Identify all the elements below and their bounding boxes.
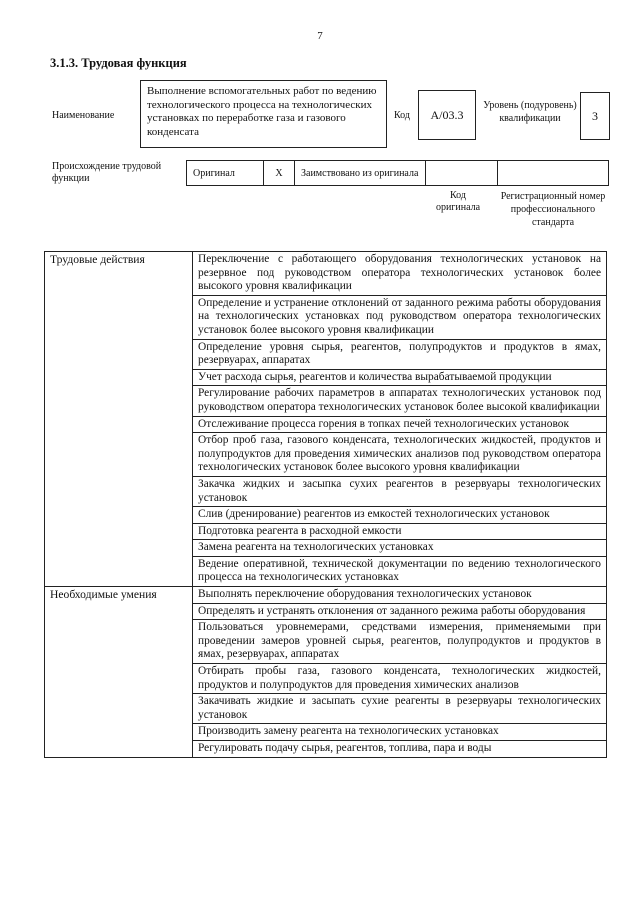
borrowed-label-cell: Заимствовано из оригинала	[295, 161, 426, 186]
item-cell: Регулирование рабочих параметров в аппаратах технологических установок под руководством оператора технологических установок более высокой квалификации	[193, 386, 607, 416]
item-cell: Подготовка реагента в расходной емкости	[193, 523, 607, 540]
item-cell: Производить замену реагента на технологических установках	[193, 724, 607, 741]
function-name-box: Выполнение вспомогательных работ по ведению технологического процесса на технологических установках по переработке газа и газового конденсата	[140, 80, 387, 148]
qualification-level-box: 3	[580, 92, 610, 140]
category-cell: Необходимые умения	[45, 587, 193, 758]
table-row	[45, 587, 607, 604]
code-label: Код	[394, 110, 410, 121]
item-cell: Определять и устранять отклонения от заданного режима работы оборудования	[193, 603, 607, 620]
item-cell: Пользоваться уровнемерами, средствами измерения, применяемыми при проведении замеров уровней сырья, реагентов, полупродуктов и продуктов в ямах, резервуарах, аппаратах	[193, 620, 607, 664]
item-cell: Слив (дренирование) реагентов из емкостей технологических установок	[193, 507, 607, 524]
item-cell: Закачка жидких и засыпка сухих реагентов в резервуары технологических установок	[193, 476, 607, 506]
qualification-level-label: Уровень (подуровень) квалификации	[483, 100, 577, 124]
item-cell: Замена реагента на технологических установках	[193, 540, 607, 557]
code-value-box: А/03.3	[418, 90, 476, 140]
page-number: 7	[317, 30, 323, 42]
original-mark-cell: X	[264, 161, 295, 186]
registration-number-label: Регистрационный номер профессионального стандарта	[500, 191, 606, 228]
origin-table	[186, 160, 609, 186]
item-cell: Отбирать пробы газа, газового конденсата, технологических жидкостей, продуктов и полупродуктов для проведения химических анализов	[193, 664, 607, 694]
origin-label: Происхождение трудовой функции	[52, 161, 162, 184]
item-cell: Отслеживание процесса горения в топках печей технологических установок	[193, 416, 607, 433]
item-cell: Регулировать подачу сырья, реагентов, топлива, пара и воды	[193, 741, 607, 758]
item-cell: Отбор проб газа, газового конденсата, технологических жидкостей, продуктов и полупродуктов для проведения химических анализов под руководством оператора технологических установок более высокого уровня квалификации	[193, 433, 607, 477]
category-cell: Трудовые действия	[45, 252, 193, 587]
item-cell: Закачивать жидкие и засыпать сухие реагенты в резервуары технологических установок	[193, 694, 607, 724]
name-label: Наименование	[52, 110, 115, 121]
table-row	[45, 252, 607, 296]
item-cell: Переключение с работающего оборудования технологических установок на резервное под руководством оператора технологических установок более высокого уровня квалификации	[193, 252, 607, 296]
original-label-cell: Оригинал	[187, 161, 264, 186]
item-cell: Ведение оперативной, технической документации по ведению технологического процесса на технологических установках	[193, 556, 607, 586]
item-cell: Учет расхода сырья, реагентов и количества вырабатываемой продукции	[193, 369, 607, 386]
code-original-cell	[426, 161, 498, 186]
item-cell: Выполнять переключение оборудования технологических установок	[193, 587, 607, 604]
labor-function-table	[44, 251, 607, 758]
reg-number-cell	[498, 161, 609, 186]
item-cell: Определение уровня сырья, реагентов, полупродуктов и продуктов в ямах, резервуарах, аппаратах	[193, 339, 607, 369]
section-title: 3.1.3. Трудовая функция	[50, 56, 187, 70]
code-original-label: Код оригинала	[435, 190, 481, 213]
item-cell: Определение и устранение отклонений от заданного режима работы оборудования на технологических установках под руководством оператора технологических установок более высокого уровня квалификации	[193, 295, 607, 339]
